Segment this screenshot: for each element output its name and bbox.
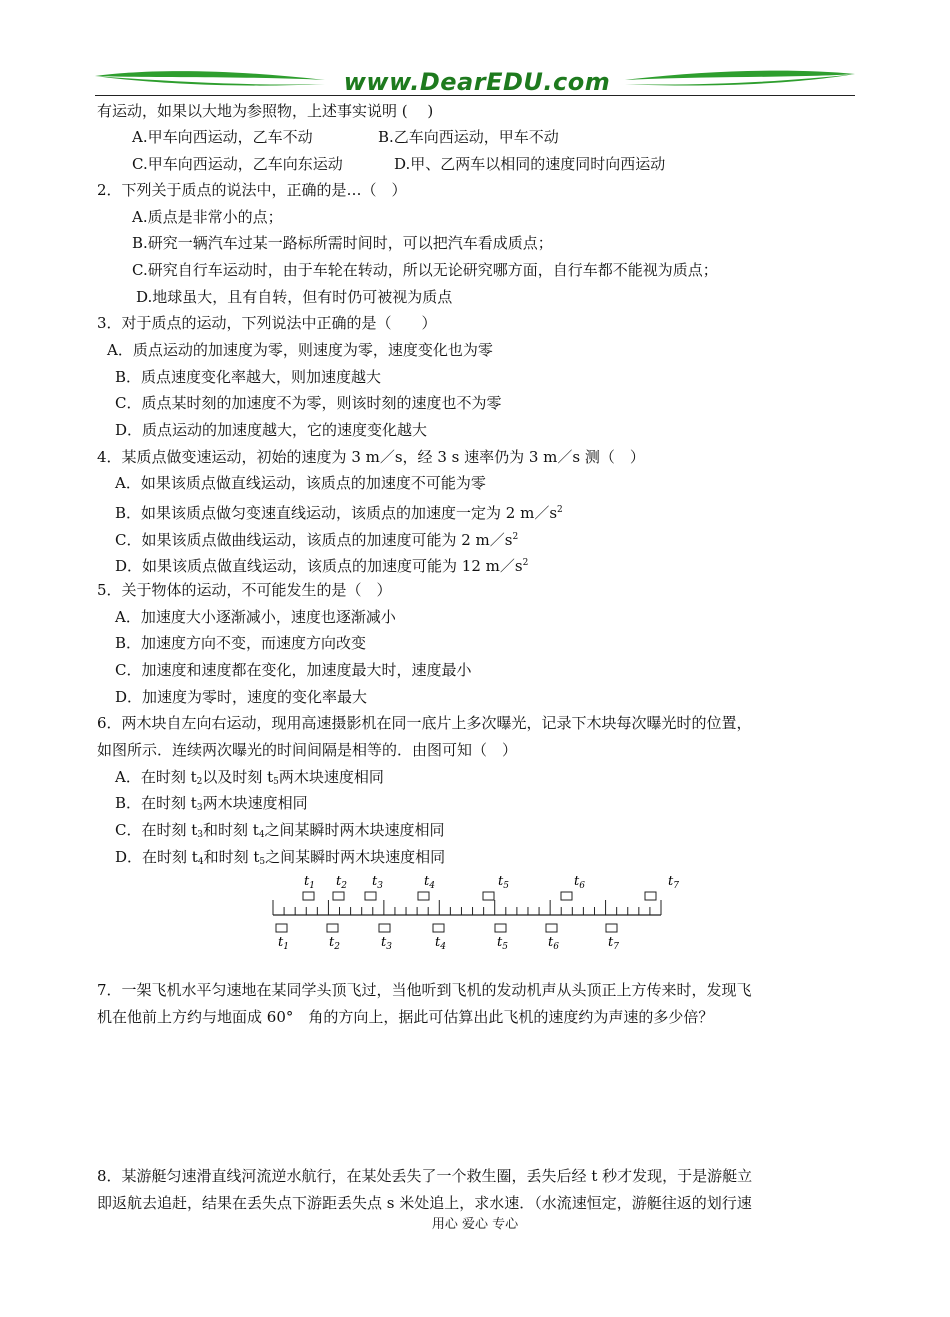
q8-line2: 即返航去追赶，结果在丢失点下游距丢失点 s 米处追上，求水速．（水流速恒定，游艇往返的划行速 — [97, 1194, 752, 1212]
site-header — [95, 66, 855, 98]
bottom-time-label: $t_5$ — [497, 935, 508, 952]
q7-line2: 机在他前上方约与地面成 60° 角的方向上，据此可估算出此飞机的速度约为声速的多少倍？ — [97, 1008, 714, 1026]
bottom-time-label: $t_6$ — [548, 935, 559, 952]
top-time-subscript: 1 — [309, 881, 315, 891]
q3-option-b: B．质点速度变化率越大，则加速度越大 — [115, 368, 382, 386]
q3-option-a: A．质点运动的加速度为零，则速度为零，速度变化也为零 — [107, 341, 493, 359]
q8-line1: 8．某游艇匀速滑直线河流逆水航行，在某处丢失了一个救生圈，丢失后经 t 秒才发现，于是游艇立 — [97, 1167, 753, 1185]
q2-stem: 2．下列关于质点的说法中，正确的是…（ ） — [97, 181, 407, 199]
bottom-time-subscript: 6 — [553, 942, 559, 952]
bottom-block — [606, 924, 617, 932]
bottom-block — [433, 924, 444, 932]
top-block — [303, 892, 314, 900]
q3-stem: 3．对于质点的运动，下列说法中正确的是（ ） — [97, 314, 437, 332]
top-time-label: $t_6$ — [574, 874, 585, 891]
site-logo[interactable]: www.DearEDU.com — [343, 68, 611, 96]
q1-option-b: B.乙车向西运动，甲车不动 — [378, 128, 559, 146]
top-block — [645, 892, 656, 900]
bottom-time-subscript: 1 — [283, 942, 289, 952]
q4-option-d: D．如果该质点做直线运动，该质点的加速度可能为 12 $m/s^2$ — [115, 557, 529, 575]
q4-option-b: B．如果该质点做匀变速直线运动，该质点的加速度一定为 2 $m/s^2$ — [115, 504, 563, 522]
q5-option-a: A．加速度大小逐渐减小，速度也逐渐减小 — [115, 608, 396, 626]
q5-stem: 5．关于物体的运动，不可能发生的是（ ） — [97, 581, 392, 599]
q4-option-c: C．如果该质点做曲线运动，该质点的加速度可能为 2 $m/s^2$ — [115, 531, 519, 549]
q1-option-a: A.甲车向西运动，乙车不动 — [132, 128, 313, 146]
bottom-block — [379, 924, 390, 932]
exposure-diagram — [268, 870, 688, 955]
top-time-label: $t_5$ — [498, 874, 509, 891]
page-footer: 用心 爱心 专心 — [431, 1217, 519, 1232]
q7-line1: 7．一架飞机水平匀速地在某同学头顶飞过，当他听到飞机的发动机声从头顶正上方传来时，发现飞 — [97, 981, 752, 999]
top-block — [333, 892, 344, 900]
header-rule — [95, 95, 855, 96]
q4-stem: 4．某质点做变速运动，初始的速度为 3 m／s，经 3 s 速率仍为 3 m／s 测（ ） — [97, 448, 645, 466]
top-block — [561, 892, 572, 900]
q6-option-d: D．在时刻 $t_4$和时刻 $t_5$之间某瞬时两木块速度相同 — [115, 848, 446, 867]
q6-option-a: A．在时刻 $t_2$以及时刻 $t_5$两木块速度相同 — [115, 768, 384, 787]
top-time-subscript: 7 — [673, 881, 679, 891]
q1-option-d: D.甲、乙两车以相同的速度同时向西运动 — [394, 155, 666, 173]
q2-option-d: D.地球虽大，且有自转，但有时仍可被视为质点 — [136, 288, 453, 306]
q3-option-c: C．质点某时刻的加速度不为零，则该时刻的速度也不为零 — [115, 394, 502, 412]
q4-option-a: A．如果该质点做直线运动，该质点的加速度不可能为零 — [115, 474, 486, 492]
q3-option-d: D．质点运动的加速度越大，它的速度变化越大 — [115, 421, 428, 439]
top-time-label: $t_7$ — [668, 874, 679, 891]
bottom-time-subscript: 2 — [334, 942, 340, 952]
bottom-block — [327, 924, 338, 932]
q6-stem-line2: 如图所示．连续两次曝光的时间间隔是相等的．由图可知（ ） — [97, 741, 518, 759]
top-time-subscript: 2 — [341, 881, 347, 891]
bottom-time-subscript: 4 — [440, 942, 446, 952]
q5-option-b: B．加速度方向不变，而速度方向改变 — [115, 634, 367, 652]
q5-option-c: C．加速度和速度都在变化，加速度最大时，速度最小 — [115, 661, 472, 679]
bottom-block — [495, 924, 506, 932]
top-time-subscript: 4 — [429, 881, 435, 891]
bottom-time-subscript: 7 — [613, 942, 619, 952]
top-time-subscript: 6 — [579, 881, 585, 891]
q6-option-b: B．在时刻 $t_3$两木块速度相同 — [115, 794, 308, 813]
bottom-time-label: $t_1$ — [278, 935, 289, 952]
q2-option-b: B.研究一辆汽车过某一路标所需时间时，可以把汽车看成质点； — [132, 234, 553, 252]
q1-option-c: C.甲车向西运动，乙车向东运动 — [132, 155, 343, 173]
top-time-subscript: 5 — [503, 881, 509, 891]
bottom-time-subscript: 3 — [386, 942, 392, 952]
top-block — [365, 892, 376, 900]
q2-option-c: C.研究自行车运动时，由于车轮在转动，所以无论研究哪方面，自行车都不能视为质点； — [132, 261, 718, 279]
bottom-time-label: $t_4$ — [435, 935, 446, 952]
bottom-time-subscript: 5 — [502, 942, 508, 952]
bottom-time-label: $t_7$ — [608, 935, 619, 952]
bottom-block — [546, 924, 557, 932]
top-time-subscript: 3 — [377, 881, 383, 891]
bottom-block — [276, 924, 287, 932]
q2-option-a: A.质点是非常小的点； — [132, 208, 283, 226]
bottom-time-label: $t_2$ — [329, 935, 340, 952]
top-time-label: $t_3$ — [372, 874, 383, 891]
top-time-label: $t_4$ — [424, 874, 435, 891]
q6-option-c: C．在时刻 $t_3$和时刻 $t_4$之间某瞬时两木块速度相同 — [115, 821, 445, 840]
top-block — [418, 892, 429, 900]
top-time-label: $t_2$ — [336, 874, 347, 891]
q6-stem-line1: 6．两木块自左向右运动，现用高速摄影机在同一底片上多次曝光，记录下木块每次曝光时的位置， — [97, 714, 752, 732]
top-time-label: $t_1$ — [304, 874, 315, 891]
top-block — [483, 892, 494, 900]
q5-option-d: D．加速度为零时，速度的变化率最大 — [115, 688, 368, 706]
q1-intro: 有运动，如果以大地为参照物，上述事实说明 ( ) — [97, 102, 434, 120]
bottom-time-label: $t_3$ — [381, 935, 392, 952]
